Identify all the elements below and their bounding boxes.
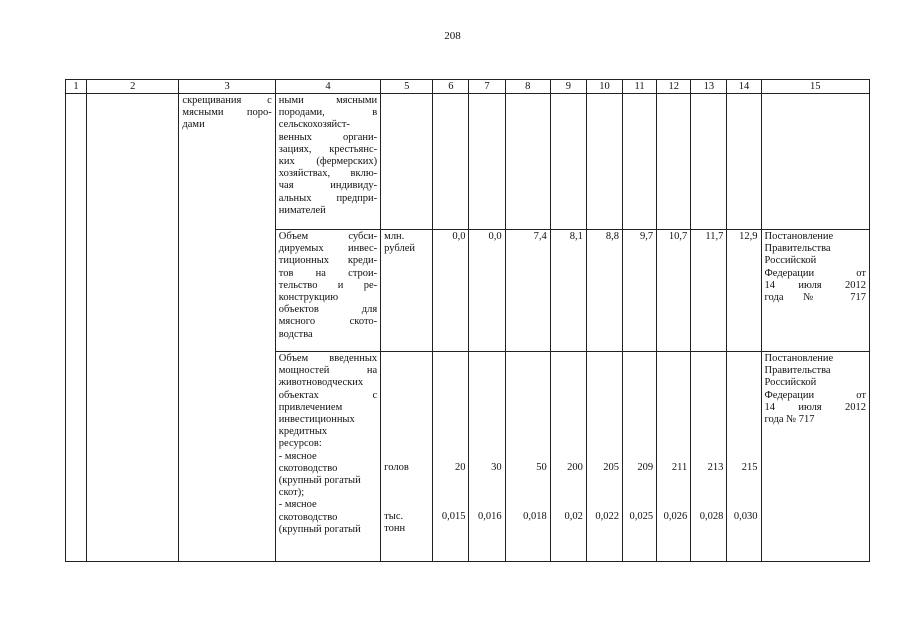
value: 213 bbox=[707, 462, 724, 473]
indicator-cell bbox=[275, 230, 380, 352]
value-cell bbox=[469, 94, 505, 230]
text-line: объектах с bbox=[278, 389, 378, 401]
value: 215 bbox=[741, 462, 758, 473]
unit-cell bbox=[381, 352, 433, 562]
value-cell: 8,8 bbox=[586, 230, 622, 352]
text-line: нимателей bbox=[278, 204, 326, 216]
value: 211 bbox=[671, 462, 688, 473]
cell-col-1 bbox=[66, 94, 87, 562]
value-cell bbox=[433, 94, 469, 230]
text-line: мясного ското- bbox=[278, 316, 378, 328]
value-cell bbox=[586, 352, 622, 562]
value: 0,018 bbox=[523, 510, 547, 522]
value-cell: 10,7 bbox=[657, 230, 691, 352]
header-col-15: 15 bbox=[761, 80, 869, 94]
text-line: кредитных bbox=[278, 426, 328, 438]
text-line: - мясное bbox=[278, 499, 317, 511]
text-line: Федерации от bbox=[764, 389, 866, 401]
value: 0,030 bbox=[733, 510, 758, 522]
value: 200 bbox=[567, 462, 583, 473]
text-line: голов bbox=[384, 462, 409, 473]
text-line: мощностей на bbox=[278, 365, 378, 377]
text-line: ресурсов: bbox=[278, 438, 322, 450]
text-line: Российской bbox=[764, 377, 817, 389]
text-line: Объем субси- bbox=[278, 231, 378, 242]
header-col-10: 10 bbox=[586, 80, 622, 94]
value-cell bbox=[623, 94, 657, 230]
header-col-3: 3 bbox=[179, 80, 275, 94]
header-col-1: 1 bbox=[66, 80, 87, 94]
text-line: альных предпри- bbox=[278, 192, 378, 204]
text-line: скотоводство bbox=[278, 511, 338, 523]
text-line: Объем введенных bbox=[278, 353, 378, 364]
text-line: чая индивиду- bbox=[278, 180, 378, 192]
text-line: млн. bbox=[384, 231, 405, 242]
text-line: (крупный рогатый bbox=[278, 475, 361, 487]
value-cell bbox=[657, 352, 691, 562]
value-cell: 8,1 bbox=[550, 230, 586, 352]
page-number: 208 bbox=[444, 30, 461, 42]
value-cell bbox=[550, 352, 586, 562]
table-row bbox=[66, 94, 870, 230]
source-cell bbox=[761, 230, 869, 352]
value: 0,026 bbox=[663, 510, 688, 522]
header-col-6: 6 bbox=[433, 80, 469, 94]
text-line: зациях, крестьянс- bbox=[278, 143, 378, 155]
text-line: тыс. bbox=[384, 510, 404, 522]
header-col-5: 5 bbox=[381, 80, 433, 94]
text-line: Постановление bbox=[764, 231, 834, 242]
value-cell bbox=[691, 352, 727, 562]
text-line: хозяйствах, вклю- bbox=[278, 168, 378, 180]
header-col-8: 8 bbox=[505, 80, 550, 94]
cell-col-2 bbox=[87, 94, 179, 562]
unit-cell bbox=[381, 94, 433, 230]
text-line: венных органи- bbox=[278, 131, 378, 143]
header-row bbox=[66, 80, 870, 94]
text-line: дами bbox=[182, 119, 205, 131]
text-line: ными мясными bbox=[278, 95, 378, 106]
text-line: Правительства bbox=[764, 365, 831, 377]
text-line: скрещивания с bbox=[182, 95, 272, 106]
text-line: года № 717 bbox=[764, 414, 815, 426]
indicator-cell bbox=[275, 352, 380, 562]
value-cell: 7,4 bbox=[505, 230, 550, 352]
header-col-14: 14 bbox=[727, 80, 761, 94]
value: 20 bbox=[454, 462, 466, 473]
text-line: 14 июля 2012 bbox=[764, 401, 866, 413]
value-cell bbox=[691, 94, 727, 230]
text-line: года № 717 bbox=[764, 292, 866, 304]
value-cell bbox=[586, 94, 622, 230]
value: 0,025 bbox=[629, 510, 654, 522]
value: 205 bbox=[603, 462, 620, 473]
header-col-4: 4 bbox=[275, 80, 380, 94]
value-cell bbox=[433, 352, 469, 562]
text-line: тельство и ре- bbox=[278, 279, 378, 291]
value-cell bbox=[727, 352, 761, 562]
text-line: привлечением bbox=[278, 401, 343, 413]
header-col-2: 2 bbox=[87, 80, 179, 94]
text-line: тов на строи- bbox=[278, 267, 378, 279]
text-line: объектов для bbox=[278, 304, 378, 316]
header-col-12: 12 bbox=[657, 80, 691, 94]
text-line: водства bbox=[278, 328, 313, 340]
text-line: 14 июля 2012 bbox=[764, 279, 866, 291]
value: 30 bbox=[491, 462, 502, 473]
value-cell: 11,7 bbox=[691, 230, 727, 352]
value-cell: 0,0 bbox=[469, 230, 505, 352]
text-line: дируемых инвес- bbox=[278, 243, 378, 255]
text-line: сельскохозяйст- bbox=[278, 119, 350, 131]
header-col-9: 9 bbox=[550, 80, 586, 94]
text-line: Постановление bbox=[764, 353, 834, 364]
text-line: скот); bbox=[278, 487, 305, 499]
data-table bbox=[65, 79, 870, 562]
header-col-7: 7 bbox=[469, 80, 505, 94]
value: 0,02 bbox=[564, 510, 583, 522]
value: 0,015 bbox=[441, 510, 466, 522]
value-cell: 12,9 bbox=[727, 230, 761, 352]
text-line: конструкцию bbox=[278, 292, 339, 304]
header-col-13: 13 bbox=[691, 80, 727, 94]
text-line: инвестиционных bbox=[278, 414, 355, 426]
value-cell bbox=[727, 94, 761, 230]
text-line: породами, в bbox=[278, 107, 378, 119]
value: 0,022 bbox=[595, 510, 620, 522]
unit-cell bbox=[381, 230, 433, 352]
text-line: (крупный рогатый bbox=[278, 523, 361, 535]
value-cell: 9,7 bbox=[623, 230, 657, 352]
event-name-cell bbox=[179, 94, 275, 562]
value-cell bbox=[657, 94, 691, 230]
text-line: животноводческих bbox=[278, 377, 364, 389]
source-cell bbox=[761, 94, 869, 230]
text-line: тонн bbox=[384, 522, 406, 534]
value-cell bbox=[505, 352, 550, 562]
text-line: скотоводство bbox=[278, 462, 338, 474]
text-line: мясными поро- bbox=[182, 107, 272, 119]
text-line: ких (фермерских) bbox=[278, 156, 378, 168]
value-cell bbox=[550, 94, 586, 230]
value-cell bbox=[469, 352, 505, 562]
value: 0,028 bbox=[699, 510, 724, 522]
value: 209 bbox=[637, 462, 654, 473]
value: 0,016 bbox=[477, 510, 502, 522]
text-line: Правительства bbox=[764, 243, 831, 255]
indicator-cell bbox=[275, 94, 380, 230]
text-line: - мясное bbox=[278, 450, 317, 462]
header-col-11: 11 bbox=[623, 80, 657, 94]
value-cell: 0,0 bbox=[433, 230, 469, 352]
value: 50 bbox=[536, 462, 547, 473]
text-line: тиционных креди- bbox=[278, 255, 378, 267]
text-line: рублей bbox=[384, 243, 415, 255]
text-line: Федерации от bbox=[764, 267, 866, 279]
source-cell bbox=[761, 352, 869, 562]
value-cell bbox=[505, 94, 550, 230]
text-line: Российской bbox=[764, 255, 817, 267]
value-cell bbox=[623, 352, 657, 562]
